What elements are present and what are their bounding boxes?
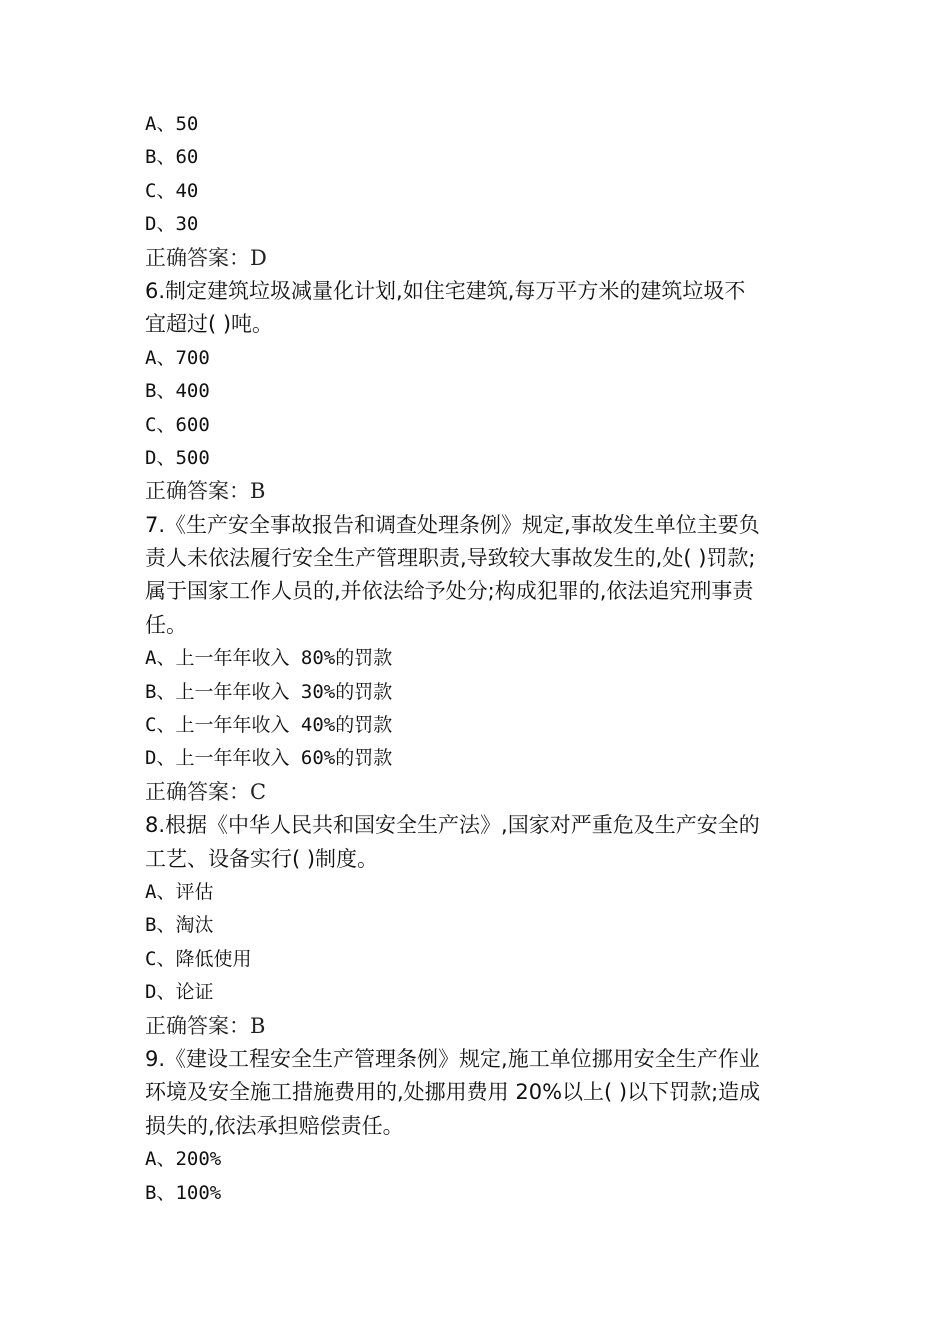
option-line: C、600 (145, 413, 210, 436)
question-line: 6.制定建筑垃圾减量化计划,如住宅建筑,每万平方米的建筑垃圾不 (145, 278, 746, 303)
question-list (145, 108, 815, 1210)
option-line: B、淘汰 (145, 914, 214, 937)
option-line: A、700 (145, 346, 210, 369)
answer-line: 正确答案：C (145, 779, 267, 804)
option-line: A、200% (145, 1148, 222, 1171)
option-line: D、500 (145, 446, 210, 469)
question-line: 工艺、设备实行( )制度。 (145, 846, 379, 871)
question-line: 责人未依法履行安全生产管理职责,导致较大事故发生的,处( )罚款; (145, 546, 756, 571)
option-line: C、降低使用 (145, 947, 252, 970)
option-line: A、50 (145, 113, 199, 135)
option-line: A、评估 (145, 880, 214, 903)
option-line: B、400 (145, 380, 210, 403)
option-line: D、上一年年收入 60%的罚款 (145, 747, 393, 770)
question-line: 损失的,依法承担赔偿责任。 (145, 1113, 404, 1138)
question-line: 环境及安全施工措施费用的,处挪用费用 20%以上( )以下罚款;造成 (145, 1080, 761, 1105)
option-line: C、上一年年收入 40%的罚款 (145, 714, 393, 737)
answer-line: 正确答案：B (145, 479, 266, 504)
question-line: 属于国家工作人员的,并依法给予处分;构成犯罪的,依法追究刑事责 (145, 579, 754, 604)
question-line: 7.《生产安全事故报告和调查处理条例》规定,事故发生单位主要负 (145, 512, 760, 537)
question-line: 8.根据《中华人民共和国安全生产法》,国家对严重危及生产安全的 (145, 813, 760, 838)
option-line: B、上一年年收入 30%的罚款 (145, 680, 393, 703)
option-line: A、上一年年收入 80%的罚款 (145, 647, 393, 670)
answer-line: 正确答案：B (145, 1013, 266, 1038)
answer-line: 正确答案：D (145, 245, 267, 270)
option-line: D、30 (145, 213, 199, 236)
question-line: 9.《建设工程安全生产管理条例》规定,施工单位挪用安全生产作业 (145, 1046, 760, 1071)
question-line: 任。 (145, 612, 187, 637)
option-line: B、100% (145, 1181, 222, 1204)
option-line: D、论证 (145, 981, 214, 1004)
option-line: B、60 (145, 146, 199, 169)
question-line: 宜超过( )吨。 (145, 312, 274, 337)
option-line: C、40 (145, 179, 199, 202)
